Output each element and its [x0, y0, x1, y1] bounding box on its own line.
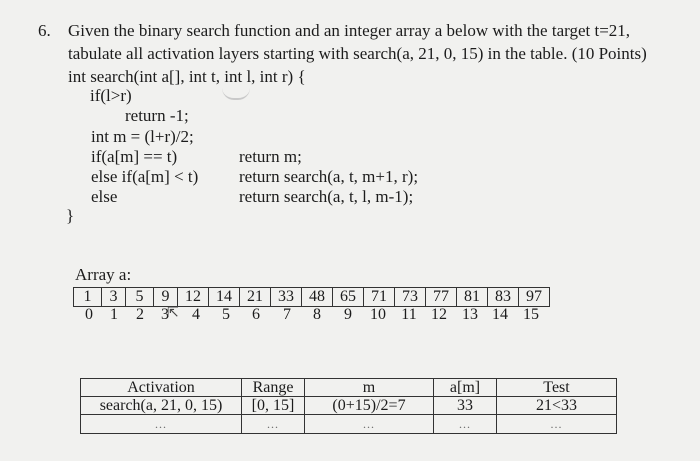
table-header-row [81, 379, 617, 397]
cell-dots: ... [434, 415, 497, 434]
array-cell: 77 [426, 288, 457, 307]
array-index: 4 [192, 306, 200, 323]
header-activation: Activation [81, 379, 242, 397]
code-return-right: return search(a, t, m+1, r); [239, 167, 419, 186]
array-cell: 3 [102, 288, 126, 307]
code-close-brace: } [66, 206, 75, 225]
question-number: 6. [38, 21, 51, 40]
table-row-placeholder [81, 415, 617, 434]
question-line-2: tabulate all activation layers starting with search(a, 21, 0, 15) in the table. (10 Points) [68, 44, 647, 63]
array-cell: 65 [333, 288, 364, 307]
cell-dots: ... [242, 415, 305, 434]
array-index: 9 [344, 306, 352, 323]
cell-am: 33 [434, 397, 497, 415]
array-index: 13 [462, 306, 478, 323]
cell-activation: search(a, 21, 0, 15) [81, 397, 242, 415]
array-index: 5 [222, 306, 230, 323]
header-range: Range [242, 379, 305, 397]
array-index: 1 [110, 306, 118, 323]
header-m: m [305, 379, 434, 397]
array-index: 14 [492, 306, 508, 323]
cell-dots: ... [497, 415, 617, 434]
array-cell: 83 [488, 288, 519, 307]
array-index: 6 [252, 306, 260, 323]
code-if-l-gt-r: if(l>r) [90, 86, 132, 105]
header-test: Test [497, 379, 617, 397]
code-else: else [91, 187, 118, 206]
code-int-m: int m = (l+r)/2; [91, 127, 194, 146]
array-cell: 1 [74, 288, 102, 307]
array-cell: 81 [457, 288, 488, 307]
array-cell: 14 [209, 288, 240, 307]
array-cell: 9 [154, 288, 178, 307]
code-elseif-less: else if(a[m] < t) [91, 167, 199, 186]
array-cell: 5 [126, 288, 154, 307]
array-cell: 48 [302, 288, 333, 307]
array-cell: 33 [271, 288, 302, 307]
array-index: 8 [313, 306, 321, 323]
array-index: 7 [283, 306, 291, 323]
array-cell: 21 [240, 288, 271, 307]
array-cell: 97 [519, 288, 550, 307]
code-if-equal: if(a[m] == t) [91, 147, 178, 166]
array-label: Array a: [75, 265, 132, 284]
question-line-1: Given the binary search function and an integer array a below with the target t=21, [68, 21, 631, 40]
array-index: 11 [401, 306, 417, 323]
code-return-left: return search(a, t, l, m-1); [239, 187, 414, 206]
cursor-icon: ⇱ [167, 305, 179, 321]
cell-dots: ... [305, 415, 434, 434]
array-index: 12 [431, 306, 447, 323]
table-row [81, 397, 617, 415]
cell-dots: ... [81, 415, 242, 434]
cell-m: (0+15)/2=7 [305, 397, 434, 415]
code-return-m: return m; [239, 147, 302, 166]
array-table [73, 287, 550, 307]
array-index: 10 [370, 306, 386, 323]
array-index: 3 [161, 306, 169, 323]
array-index: 0 [85, 306, 93, 323]
header-am: a[m] [434, 379, 497, 397]
activation-table [80, 378, 617, 434]
code-return-neg: return -1; [125, 106, 189, 125]
cell-range: [0, 15] [242, 397, 305, 415]
array-cell: 12 [178, 288, 209, 307]
function-signature: int search(int a[], int t, int l, int r) { [68, 67, 306, 86]
array-cell: 73 [395, 288, 426, 307]
array-index: 2 [136, 306, 144, 323]
pen-mark [222, 88, 250, 100]
array-cell: 71 [364, 288, 395, 307]
array-index: 15 [523, 306, 539, 323]
cell-test: 21<33 [497, 397, 617, 415]
array-values-row [74, 288, 550, 307]
